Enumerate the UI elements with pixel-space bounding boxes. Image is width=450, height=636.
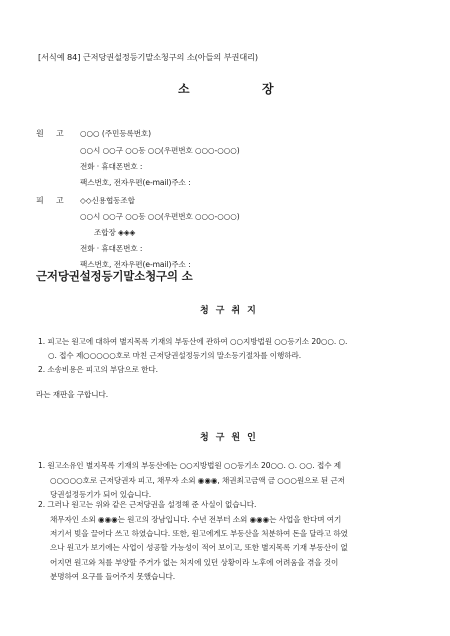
defendant-address: ○○시 ○○구 ○○동 ○○(우편번호 ○○○-○○○) xyxy=(80,212,240,221)
cause-line: ○○○○○호로 근저당권자 피고, 채무자 소외 ◉◉◉, 채권최고금액 금 ○○○원으로 된 근저 xyxy=(50,476,345,485)
defendant-representative: 조합장 ◈◈◈ xyxy=(94,228,136,237)
defendant-phone: 전화 · 휴대폰번호 : xyxy=(80,244,143,253)
cause-line: 당권설정등기가 되어 있습니다. xyxy=(50,490,152,499)
document-title-char-1: 소 xyxy=(178,82,190,96)
plaintiff-role-char-2: 고 xyxy=(56,129,64,138)
cause-line: 으나 원고가 보기에는 사업이 성공할 가능성이 적어 보이고, 또한 별지목록 기재 부동산이 없 xyxy=(50,543,348,552)
cause-section-heading: 청구원인 xyxy=(200,433,263,443)
cause-line: 분명하여 요구를 들어주지 못했습니다. xyxy=(50,572,176,581)
case-title: 근저당권설정등기말소청구의 소 xyxy=(36,269,193,283)
plaintiff-role-char-1: 원 xyxy=(36,129,44,138)
defendant-fax-email: 팩스번호, 전자우편(e-mail)주소 : xyxy=(80,260,191,269)
defendant-name: ◇◇신용협동조합 xyxy=(80,196,135,205)
form-label: [서식예 84] 근저당권설정등기말소청구의 소(아들의 부권대리) xyxy=(38,52,259,62)
claim-item-line: 1. 피고는 원고에 대하여 별지목록 기재의 부동산에 관하여 ○○지방법원 ○○등기소 20○○. ○. xyxy=(38,337,348,346)
claim-item-line: 2. 소송비용은 피고의 부담으로 한다. xyxy=(38,365,158,374)
defendant-role-char-1: 피 xyxy=(36,196,44,205)
cause-line: 2. 그러나 원고는 위와 같은 근저당권을 설정해 준 사실이 없습니다. xyxy=(38,500,257,509)
plaintiff-address: ○○시 ○○구 ○○동 ○○(우편번호 ○○○-○○○) xyxy=(80,146,240,155)
cause-line: 1. 원고소유인 별지목록 기재의 부동산에는 ○○지방법원 ○○등기소 20○○. ○. ○○. 접수 제 xyxy=(38,461,341,470)
plaintiff-phone: 전화 · 휴대폰번호 : xyxy=(80,162,143,171)
claim-section-heading: 청구취지 xyxy=(200,306,263,316)
cause-line: 어지면 원고와 처를 부양할 주거가 없는 처지에 있던 상황이라 노후에 어려움을 겪을 것이 xyxy=(50,558,339,567)
plaintiff-fax-email: 팩스번호, 전자우편(e-mail)주소 : xyxy=(80,178,191,187)
defendant-role-char-2: 고 xyxy=(56,196,64,205)
claim-item-line: ○. 접수 제○○○○○호로 마친 근저당권설정등기의 말소등기절차를 이행하라. xyxy=(48,351,302,360)
claim-closing: 라는 재판을 구합니다. xyxy=(36,390,109,399)
cause-line: 채무자인 소외 ◉◉◉는 원고의 장남입니다. 수년 전부터 소외 ◉◉◉는 사업을 한다며 여기 xyxy=(50,515,342,524)
plaintiff-name: ○○○ (주민등록번호) xyxy=(80,129,152,138)
cause-line: 저기서 빚을 끌어다 쓰고 하였습니다. 또한, 원고에게도 부동산을 처분하여 돈을 달라고 하였 xyxy=(50,529,348,538)
document-title-char-2: 장 xyxy=(262,82,274,96)
